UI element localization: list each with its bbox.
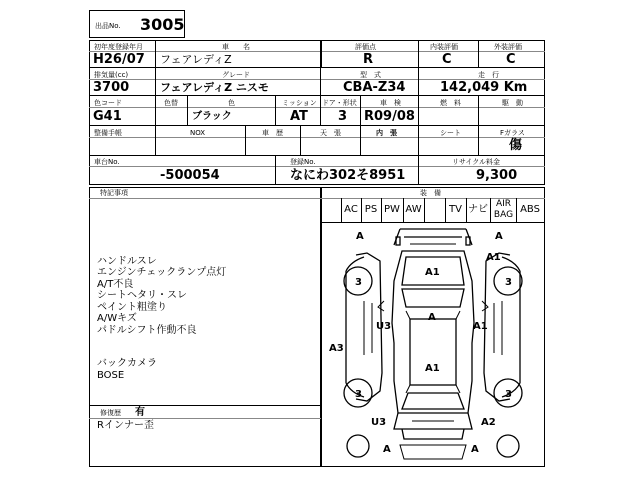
note-line: A/Wキズ [97, 313, 137, 324]
lot-number-box [89, 10, 185, 38]
interior-score: C [442, 52, 452, 67]
recycle-label: リサイクル料金 [452, 158, 501, 166]
nox-label: NOX [190, 129, 206, 137]
damage-mark: A3 [329, 343, 344, 354]
repair-label: 修復歴 [100, 409, 121, 417]
recycle-fee: 9,300 [476, 168, 518, 183]
equipment-ac: AC [344, 204, 358, 215]
note-line: ペイント粗塗り [97, 302, 167, 313]
grade-label: グレード [222, 71, 250, 79]
lot-number: 3005 [140, 15, 185, 34]
inspection-label: 車 検 [380, 99, 401, 107]
notes-label: 特記事項 [100, 189, 128, 197]
displacement-label: 排気量(cc) [94, 71, 129, 79]
first-registration: H26/07 [93, 52, 145, 67]
chassis-label: 車台No. [94, 158, 120, 166]
history-label: 車 歴 [262, 129, 283, 137]
year-label: 初年度登録年月 [94, 43, 143, 51]
note-line: A/T不良 [97, 279, 134, 290]
exterior-score: C [506, 52, 516, 67]
damage-mark: A [383, 444, 391, 455]
evaluation-score: R [363, 52, 374, 67]
note-line: エンジンチェックランプ点灯 [97, 267, 227, 278]
fuel-label: 燃 料 [440, 99, 461, 107]
plate-label: 登録No. [290, 158, 316, 166]
model-label: 型 式 [360, 71, 381, 79]
mission: AT [290, 109, 308, 124]
note-line: バックカメラ [97, 358, 157, 369]
color-change-label: 色替 [164, 99, 178, 107]
damage-mark: 3 [355, 277, 362, 288]
manual-label: 整備手帳 [94, 129, 122, 137]
damage-mark: 3 [505, 389, 512, 400]
damage-mark: 3 [355, 389, 362, 400]
damage-mark: A [356, 231, 364, 242]
equipment-ps: PS [364, 204, 378, 215]
mission-label: ミッション [282, 99, 317, 107]
doors: 3 [338, 109, 348, 124]
car-name: フェアレディZ [160, 53, 232, 66]
note-line: ハンドルスレ [97, 256, 157, 267]
equipment-pw: PW [384, 204, 400, 215]
ceiling-label: 天 張 [320, 129, 341, 137]
damage-mark: A [471, 444, 479, 455]
seat-label: シート [440, 129, 461, 137]
doors-label: ドア・形状 [322, 99, 357, 107]
score-label: 評価点 [355, 43, 376, 51]
equipment-tv: TV [449, 204, 462, 215]
chassis-number: -500054 [160, 168, 220, 183]
damage-mark: A1 [425, 363, 440, 374]
equipment-label: 装 備 [420, 189, 441, 197]
repair-detail: Rインナー歪 [97, 420, 154, 431]
damage-mark: A [428, 312, 436, 323]
plate-number: なにわ302そ8951 [290, 168, 406, 183]
glass-label: Fガラス [500, 129, 525, 137]
damage-mark: A [495, 231, 503, 242]
glass-condition: 傷 [509, 138, 523, 153]
car-diagram [322, 223, 544, 466]
equipment-navi: ナビ [468, 204, 488, 215]
car-name-label: 車 名 [222, 43, 250, 51]
note-line: シートヘタリ・スレ [97, 290, 187, 301]
damage-mark: A1 [425, 267, 440, 278]
color-code: G41 [93, 109, 122, 124]
damage-mark: A1 [473, 321, 488, 332]
damage-mark: A2 [481, 417, 496, 428]
drive-label: 駆 動 [502, 99, 523, 107]
color-code-label: 色コード [94, 99, 122, 107]
color: ブラック [192, 111, 232, 122]
mileage-label: 走 行 [478, 71, 499, 79]
repair-value: 有 [135, 407, 145, 418]
mileage: 142,049 Km [440, 80, 528, 95]
damage-mark: 3 [505, 277, 512, 288]
lot-number-label: 出品No. [95, 22, 121, 30]
exterior-score-label: 外装評価 [494, 43, 522, 51]
equipment-airbag: AIR BAG [493, 199, 514, 220]
interior-lining-label: 内 張 [376, 129, 397, 137]
inspection: R09/08 [364, 109, 415, 124]
note-line: BOSE [97, 370, 125, 381]
model-code: CBA-Z34 [343, 80, 406, 95]
damage-mark: U3 [371, 417, 387, 428]
grade: フェアレディZ ニスモ [160, 81, 269, 94]
equipment-abs: ABS [520, 204, 540, 215]
damage-mark: U3 [376, 321, 392, 332]
damage-mark: A1 [486, 252, 501, 263]
displacement: 3700 [93, 80, 130, 95]
note-line: パドルシフト作動不良 [97, 325, 197, 336]
color-label: 色 [228, 99, 235, 107]
equipment-aw: AW [405, 204, 422, 215]
interior-score-label: 内装評価 [430, 43, 458, 51]
